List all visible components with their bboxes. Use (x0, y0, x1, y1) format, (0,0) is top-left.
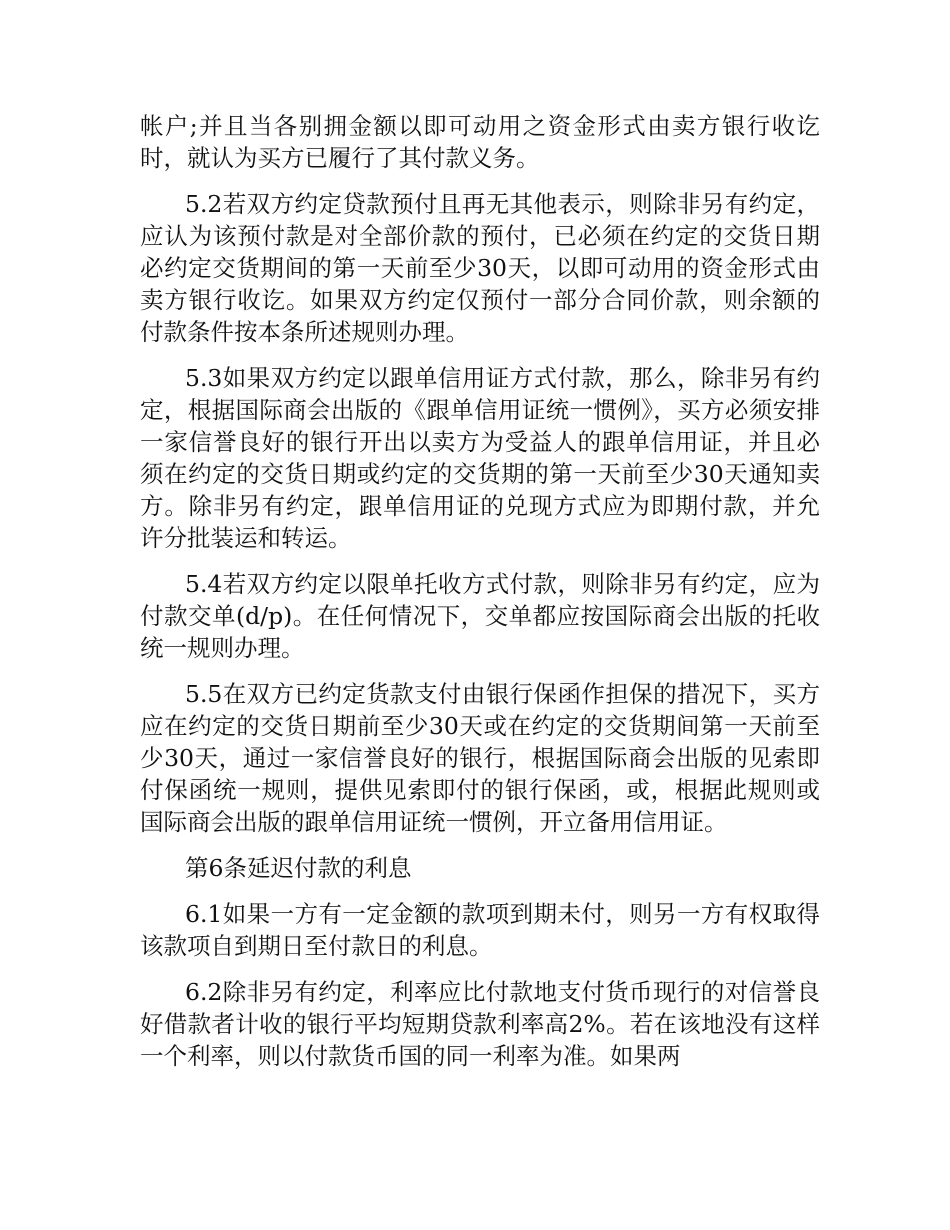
document-body (140, 110, 820, 1086)
paragraph-continuation: 帐户;并且当各别拥金额以即可动用之资金形式由卖方银行收讫时，就认为买方已履行了其付款义务。 (140, 112, 820, 172)
paragraph-5-4: 5.4若双方约定以限单托收方式付款，则除非另有约定，应为付款交单(d/p)。在任何情况下，交单都应按国际商会出版的托收统一规则办理。 (140, 570, 820, 662)
paragraph-5-3: 5.3如果双方约定以跟单信用证方式付款，那么，除非另有约定，根据国际商会出版的《跟单信用证统一惯例》，买方必须安排一家信誉良好的银行开出以卖方为受益人的跟单信用证，并且必须在约定的交货日期或约定的交货期的第一天前至少30天通知卖方。除非另有约定，跟单信用证的兑现方式应为即期付款，并允许分批装运和转运。 (140, 364, 820, 552)
paragraph-5-5: 5.5在双方已约定货款支付由银行保函作担保的措况下，买方应在约定的交货日期前至少30天或在约定的交货期间第一天前至少30天，通过一家信誉良好的银行，根据国际商会出版的见索即付保函统一规则，提供见索即付的银行保函，或，根据此规则或国际商会出版的跟单信用证统一惯例，开立备用信用证。 (140, 680, 820, 836)
paragraph-6-1: 6.1如果一方有一定金额的款项到期未付，则另一方有权取得该款项自到期日至付款日的利息。 (140, 900, 820, 960)
paragraph-6-2: 6.2除非另有约定，利率应比付款地支付货币现行的对信誉良好借款者计收的银行平均短期贷款利率高2%。若在该地没有这样一个利率，则以付款货币国的同一利率为准。如果两 (140, 978, 820, 1070)
paragraph-5-2: 5.2若双方约定贷款预付且再无其他表示，则除非另有约定，应认为该预付款是对全部价款的预付，已必须在约定的交货日期必约定交货期间的第一天前至少30天，以即可动用的资金形式由卖方银行收讫。如果双方约定仅预付一部分合同价款，则余额的付款条件按本条所述规则办理。 (140, 190, 820, 346)
article-6-heading: 第6条延迟付款的利息 (185, 854, 412, 882)
